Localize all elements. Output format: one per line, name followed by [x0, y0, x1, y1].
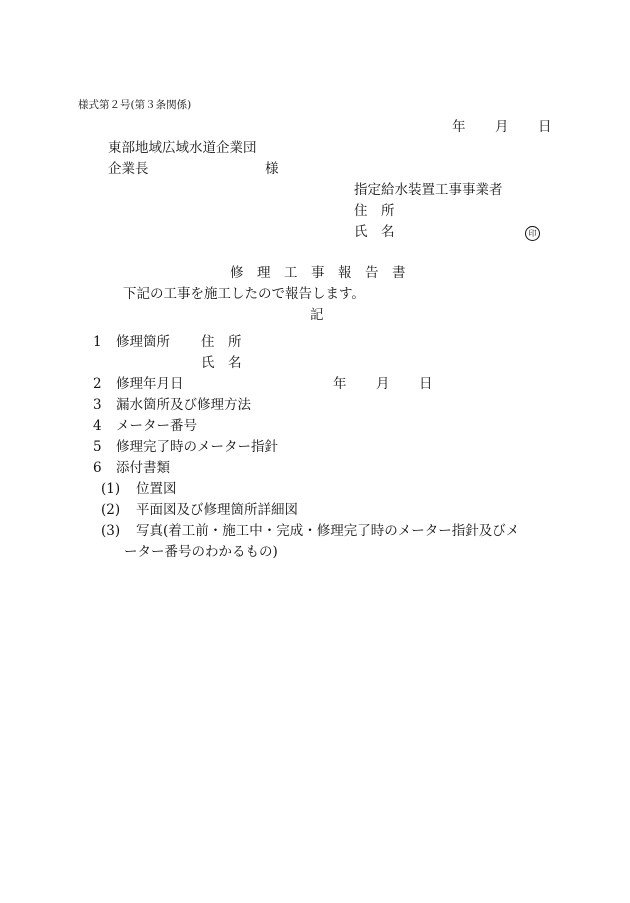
item-2-label: 修理年月日 — [116, 376, 184, 392]
item-6-label: 添付書類 — [116, 460, 170, 476]
item-1-label: 修理箇所 — [116, 334, 170, 350]
recipient-title: 企業長 — [108, 161, 149, 177]
attachment-2-label: 平面図及び修理箇所詳細図 — [136, 502, 298, 518]
item-3-label: 漏水箇所及び修理方法 — [116, 397, 251, 413]
item-2-number: 2 — [93, 376, 102, 392]
attachment-1-number: (1) — [101, 481, 121, 497]
date-month-label: 月 — [495, 119, 509, 135]
item-5-number: 5 — [93, 439, 102, 455]
item-3-number: 3 — [93, 397, 102, 413]
attachment-3-continuation: ーター番号のわかるもの) — [124, 544, 278, 560]
intro-text: 下記の工事を施工したので報告します。 — [123, 286, 365, 302]
attachment-3-label: 写真(着工前・施工中・完成・修理完了時のメーター指針及びメ — [136, 523, 520, 539]
seal-icon: 印 — [525, 226, 540, 241]
item-2-year-label: 年 — [333, 376, 347, 392]
item-4-label: メーター番号 — [116, 418, 197, 434]
item-5-label: 修理完了時のメーター指針 — [116, 439, 278, 455]
attachment-1-label: 位置図 — [136, 481, 177, 497]
recipient-organization: 東部地域広域水道企業団 — [108, 140, 257, 156]
item-1-address-label: 住 所 — [201, 334, 242, 350]
item-2-day-label: 日 — [419, 376, 433, 392]
date-year-label: 年 — [452, 119, 466, 135]
item-6-number: 6 — [93, 460, 102, 476]
item-2-month-label: 月 — [376, 376, 390, 392]
form-number: 様式第２号(第３条関係) — [78, 99, 192, 111]
seal-mark — [525, 223, 540, 241]
item-1-number: 1 — [93, 334, 102, 350]
item-1-name-label: 氏 名 — [201, 355, 242, 371]
applicant-business-label: 指定給水装置工事事業者 — [354, 182, 503, 198]
ki-heading: 記 — [310, 307, 324, 323]
item-4-number: 4 — [93, 418, 102, 434]
document-title: 修 理 工 事 報 告 書 — [230, 265, 406, 281]
attachment-2-number: (2) — [101, 502, 121, 518]
date-day-label: 日 — [538, 119, 552, 135]
recipient-honorific: 様 — [265, 161, 279, 177]
applicant-address-label: 住 所 — [354, 203, 395, 219]
attachment-3-number: (3) — [101, 523, 121, 539]
applicant-name-label: 氏 名 — [354, 224, 395, 240]
